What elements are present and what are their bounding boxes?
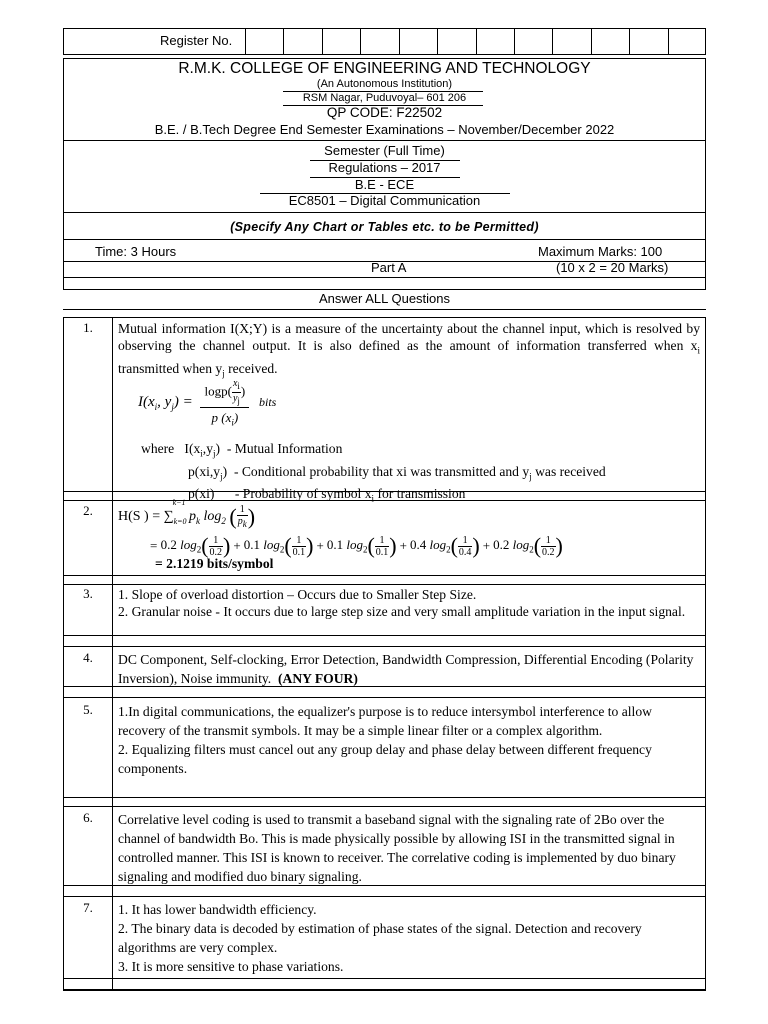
row-separator: [63, 978, 706, 979]
question-number: 6.: [83, 810, 93, 825]
register-digit-box: [360, 28, 398, 55]
answer-4: DC Component, Self-clocking, Error Detection, Bandwidth Compression, Differential Encoding (Polarity Inversion), Noise immunity. (ANY FOUR): [118, 652, 694, 686]
part-title: Part A: [371, 260, 407, 275]
question-number: 2.: [83, 503, 93, 518]
part-marks: (10 x 2 = 20 Marks): [556, 260, 669, 275]
question-number: 4.: [83, 650, 93, 665]
maximum-marks: Maximum Marks: 100: [538, 244, 663, 259]
program: B.E - ECE: [354, 177, 415, 192]
register-number-label: Register No.: [160, 33, 233, 48]
college-name: R.M.K. COLLEGE OF ENGINEERING AND TECHNOLOGY: [178, 60, 591, 77]
college-address: RSM Nagar, Puduvoyal– 601 206: [302, 92, 467, 104]
register-digit-box: [514, 28, 552, 55]
question-number: 3.: [83, 586, 93, 601]
row-separator: [63, 646, 706, 647]
answer-3: 1. Slope of overload distortion – Occurs due to Smaller Step Size. 2. Granular noise - It occurs due to large step size and very small amplitude variation in the input signal.: [118, 587, 686, 619]
autonomous-status: (An Autonomous Institution): [316, 78, 453, 90]
answer-6: Correlative level coding is used to transmit a baseband signal with the signaling rate of 2Bo over the channel of bandwidth Bo. This is made physically possible by allowing ISI in the transmitted signal in controlled manner. This ISI is known to receiver. The correlative coding is implemented by duo binary signaling and modified duo binary signaling.: [118, 812, 676, 884]
register-digit-box: [245, 28, 283, 55]
row-separator: [63, 584, 706, 585]
entropy-result: = 2.1219 bits/symbol: [155, 556, 274, 571]
row-separator: [63, 635, 706, 636]
row-separator: [63, 697, 706, 698]
entropy-formula: H(S ) = $\sum_{k=0}^{k-1}$ $p_k$ $\log_2$ ( $\frac{1}{p_k}$ ): [118, 497, 256, 529]
exam-duration: Time: 3 Hours: [95, 244, 177, 259]
instruction: Answer ALL Questions: [318, 291, 451, 306]
entropy-expansion: = 0.2 $\log_2$( $\frac{1}{0.2}$ ) + 0.1 $\log_2$( $\frac{1}{0.1}$ ) + 0.1 $\log_2$( $\frac{1}{0.1}$ ) + 0.4 $\log_2$( $\frac{1}{0.4}$ ) + 0.2 $\log_2$( $\frac{1}{0.2}$ ): [150, 533, 563, 558]
question-number: 5.: [83, 702, 93, 717]
exam-title: B.E. / B.Tech Degree End Semester Examinations – November/December 2022: [154, 122, 615, 137]
row-separator: [63, 806, 706, 807]
mutual-information-formula: $I(x_i$, $y_j$) = logp( $\frac{x_i}{y_j}$ ) p $(x_i)$ bits: [138, 378, 277, 428]
where-clause: where $I(x_i,y_j)$ - Mutual Information $p(xi,y_j)$ - Conditional probability that xi was transmitted and $y_j$ was received p(xi) - Probability of symbol $x_i$ for transmission: [141, 441, 606, 505]
register-digit-box: [283, 28, 321, 55]
register-digit-box: [476, 28, 514, 55]
question-number: 7.: [83, 900, 93, 915]
course-title: EC8501 – Digital Communication: [288, 193, 481, 208]
register-digit-box: [437, 28, 475, 55]
register-digit-box: [591, 28, 629, 55]
register-digit-box: [552, 28, 590, 55]
regulations: Regulations – 2017: [328, 160, 441, 175]
register-digit-box: [399, 28, 437, 55]
answer-7: 1. It has lower bandwidth efficiency. 2. The binary data is decoded by estimation of phase states of the signal. Detection and recovery algorithms are very complex. 3. It is more sensitive to phase variations.: [118, 902, 642, 974]
semester: Semester (Full Time): [324, 143, 445, 158]
row-separator: [63, 990, 706, 991]
answer-1: Mutual information I(X;Y) is a measure of the uncertainty about the channel input, which is resolved by observing the channel output. It is also defined as the amount of information transferred when $x_i$ transmitted when $y_j$ received.: [118, 321, 700, 379]
register-digit-box: [668, 28, 706, 55]
register-digit-box: [322, 28, 360, 55]
answer-5: 1.In digital communications, the equalizer's purpose is to reduce intersymbol interference to allow recovery of the transmit symbols. It may be a simple linear filter or a complex algorithm. 2. Equalizing filters must cancel out any group delay and phase delay between different frequency components.: [118, 704, 652, 776]
row-separator: [63, 575, 706, 576]
register-digit-box: [629, 28, 667, 55]
question-number: 1.: [83, 320, 93, 335]
row-separator: [63, 797, 706, 798]
row-separator: [63, 896, 706, 897]
qp-code: QP CODE: F22502: [326, 105, 443, 120]
permission-note: (Specify Any Chart or Tables etc. to be Permitted): [230, 220, 539, 234]
